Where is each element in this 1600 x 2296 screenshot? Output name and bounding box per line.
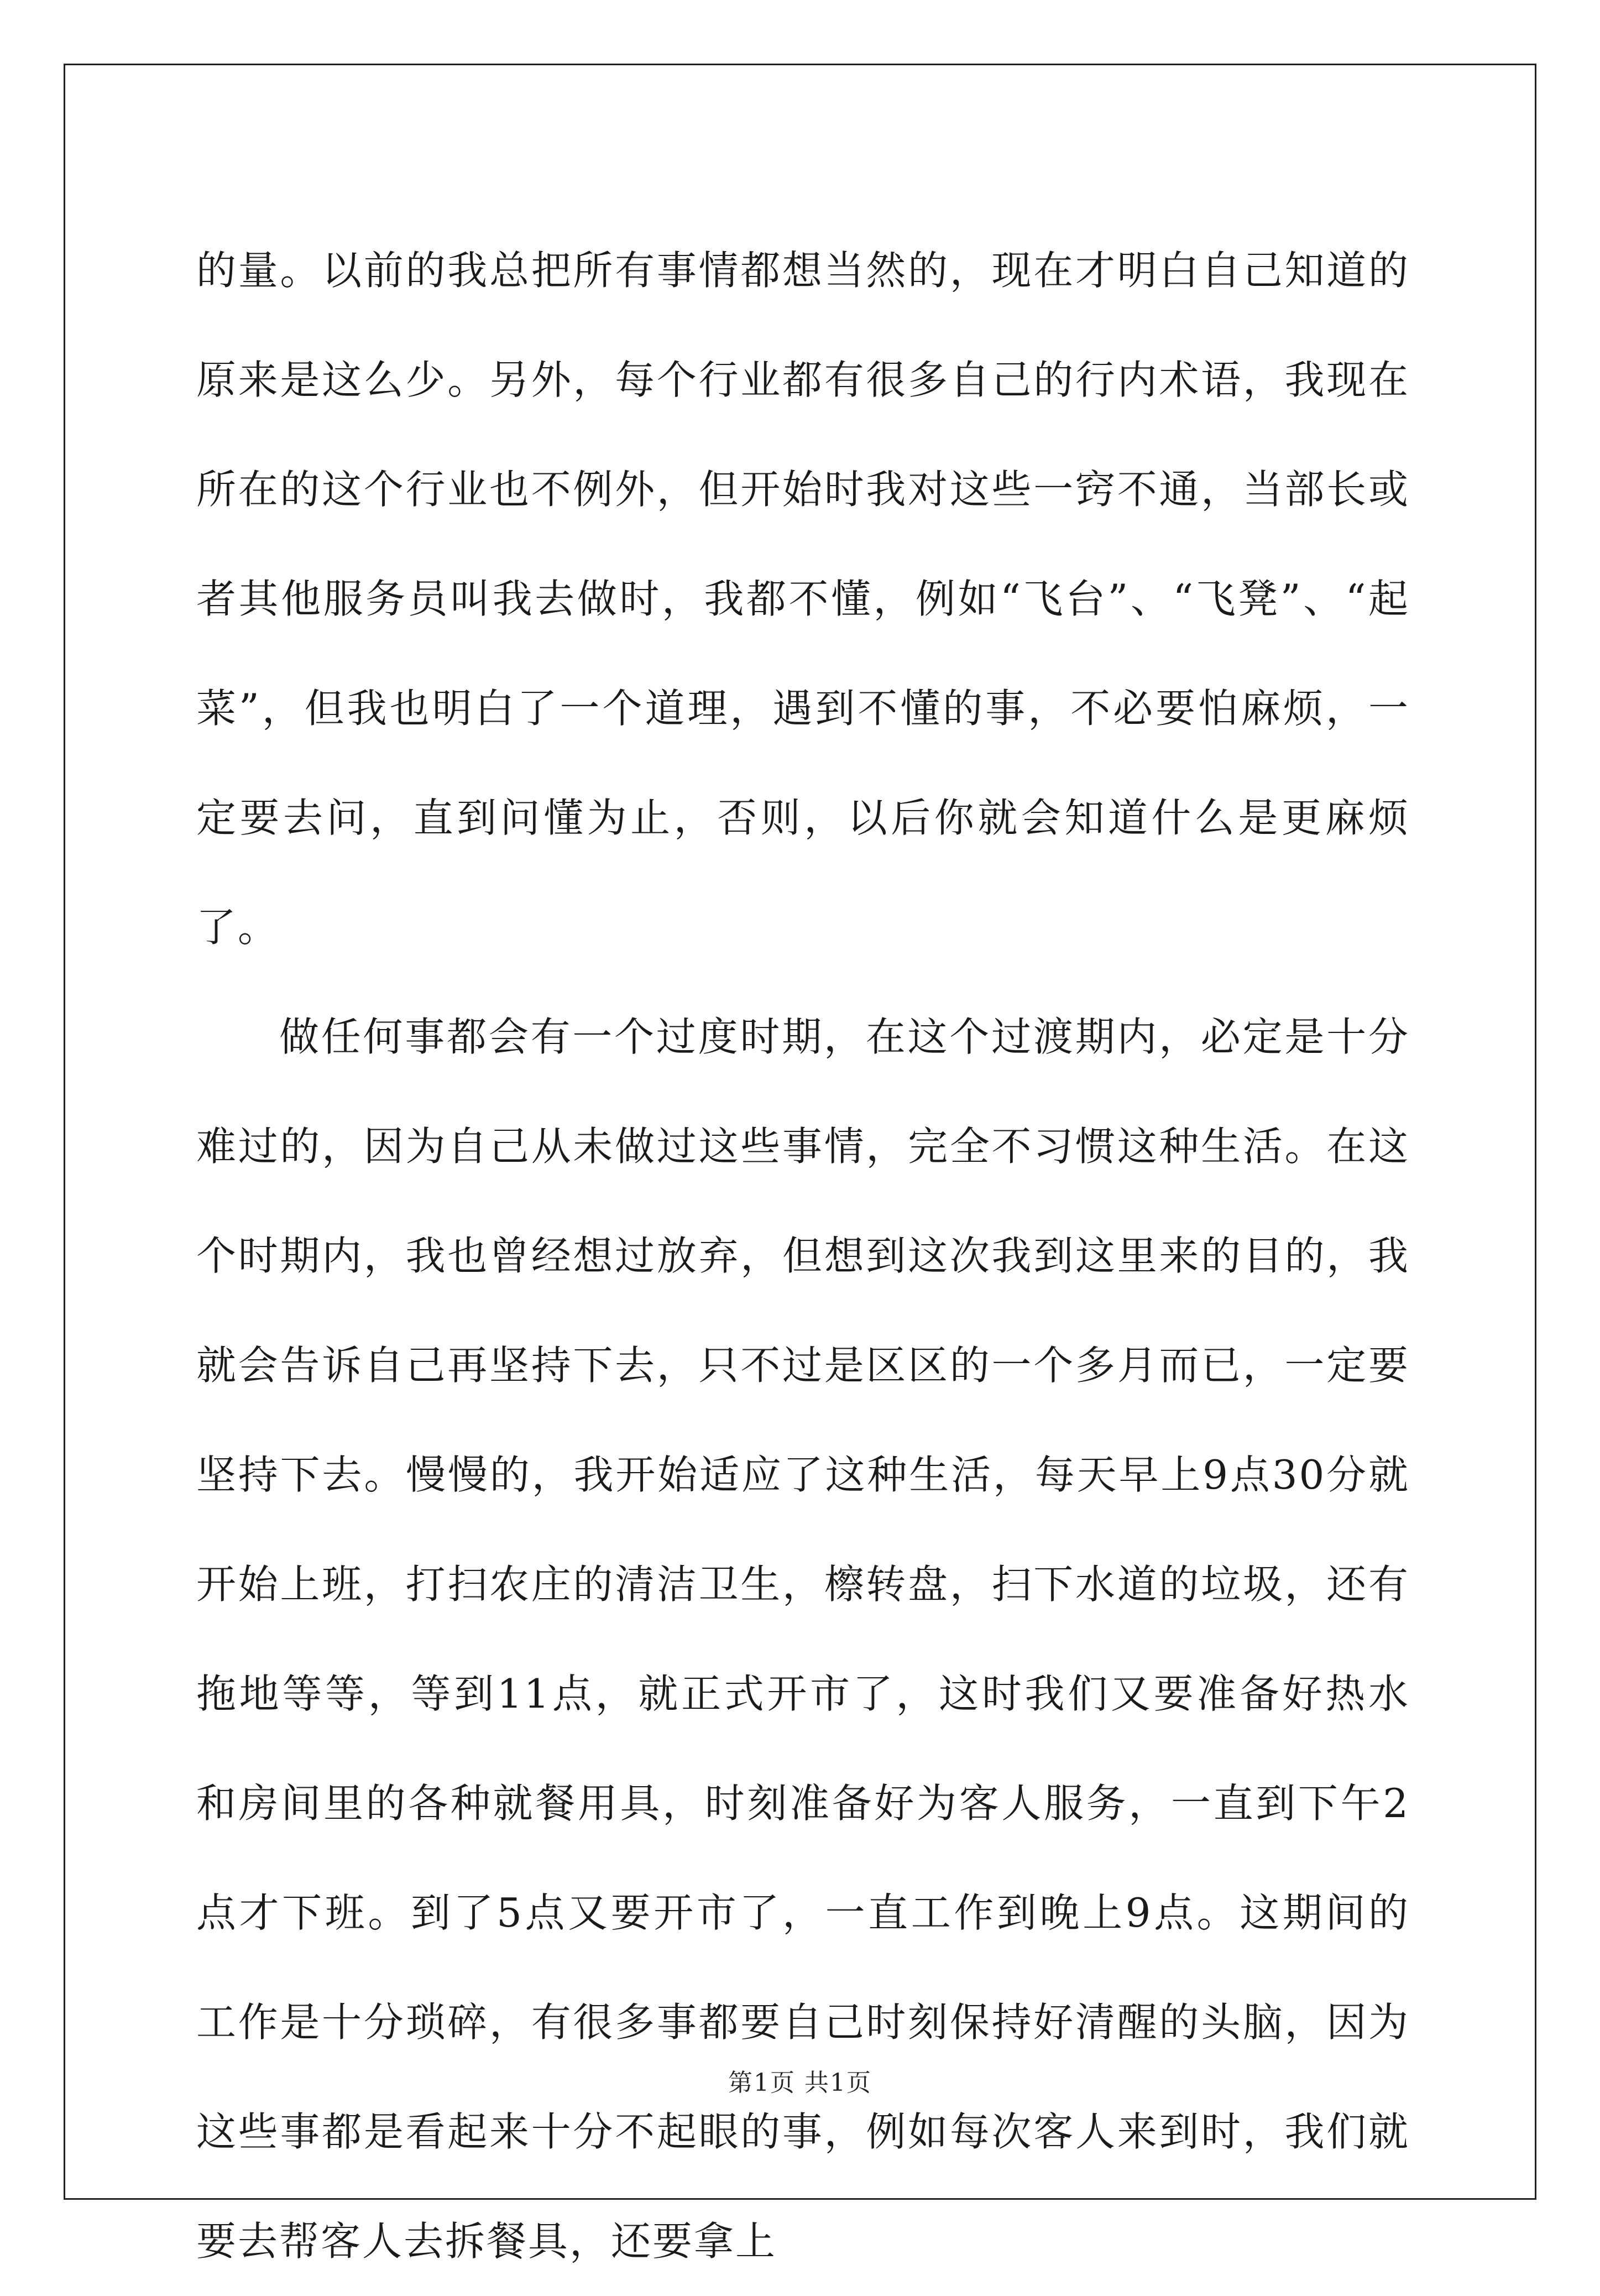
paragraph-1: 的量。以前的我总把所有事情都想当然的，现在才明白自己知道的原来是这么少。另外，每个行业都有很多自己的行内术语，我现在所在的这个行业也不例外，但开始时我对这些一窍不通，当部长或者其他服务员叫我去做时，我都不懂，例如“飞台”、“飞凳”、“起菜”，但我也明白了一个道理，遇到不懂的事，不必要怕麻烦，一定要去问，直到问懂为止，否则，以后你就会知道什么是更麻烦了。: [196, 247, 1410, 951]
document-body: [196, 216, 1410, 2296]
page-footer: 第1页 共1页: [728, 2069, 872, 2097]
paragraph-2: 做任何事都会有一个过度时期，在这个过渡期内，必定是十分难过的，因为自己从未做过这些事情，完全不习惯这种生活。在这个时期内，我也曾经想过放弃，但想到这次我到这里来的目的，我就会告诉自己再坚持下去，只不过是区区的一个多月而已，一定要坚持下去。慢慢的，我开始适应了这种生活，每天早上9点30分就开始上班，打扫农庄的清洁卫生，檫转盘，扫下水道的垃圾，还有拖地等等，等到11点，就正式开市了，这时我们又要准备好热水和房间里的各种就餐用具，时刻准备好为客人服务，一直到下午2点才下班。到了5点又要开市了，一直工作到晚上9点。这期间的工作是十分琐碎，有很多事都要自己时刻保持好清醒的头脑，因为这些事都是看起来十分不起眼的事，例如每次客人来到时，我们就要去帮客人去拆餐具，还要拿上: [196, 1014, 1410, 2264]
